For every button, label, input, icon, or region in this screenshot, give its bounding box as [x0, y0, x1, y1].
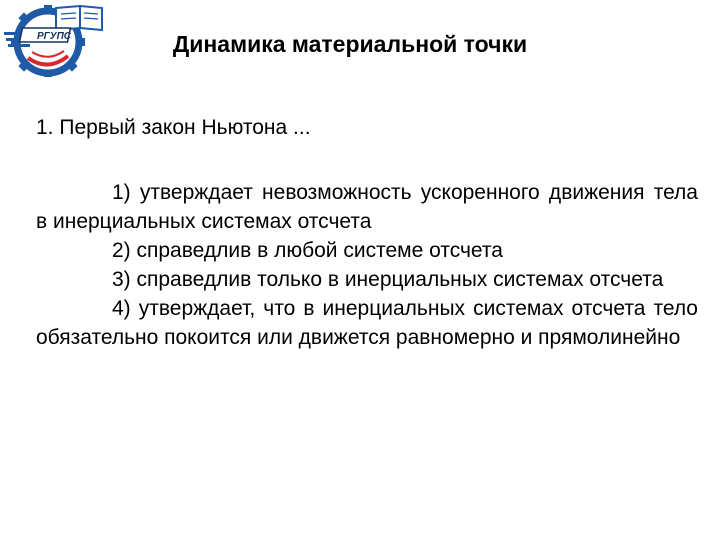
question-text: 1. Первый закон Ньютона ... — [36, 116, 311, 139]
answer-option-2[interactable]: 2) справедлив в любой системе отсчета — [112, 239, 503, 262]
logo-text: РГУПС — [37, 31, 71, 42]
answer-option-3[interactable]: 3) справедлив только в инерциальных системах отсчета — [112, 268, 664, 291]
page-title: Динамика материальной точки — [172, 31, 528, 57]
question-block — [36, 113, 698, 352]
answer-option-4[interactable]: 4) утверждает, что в инерциальных системах отсчета тело обязательно покоится или движется равномерно и прямолинейно — [36, 297, 698, 349]
answer-option-1[interactable]: 1) утверждает невозможность ускоренного движения тела в инерциальных системах отсчета — [36, 181, 698, 233]
